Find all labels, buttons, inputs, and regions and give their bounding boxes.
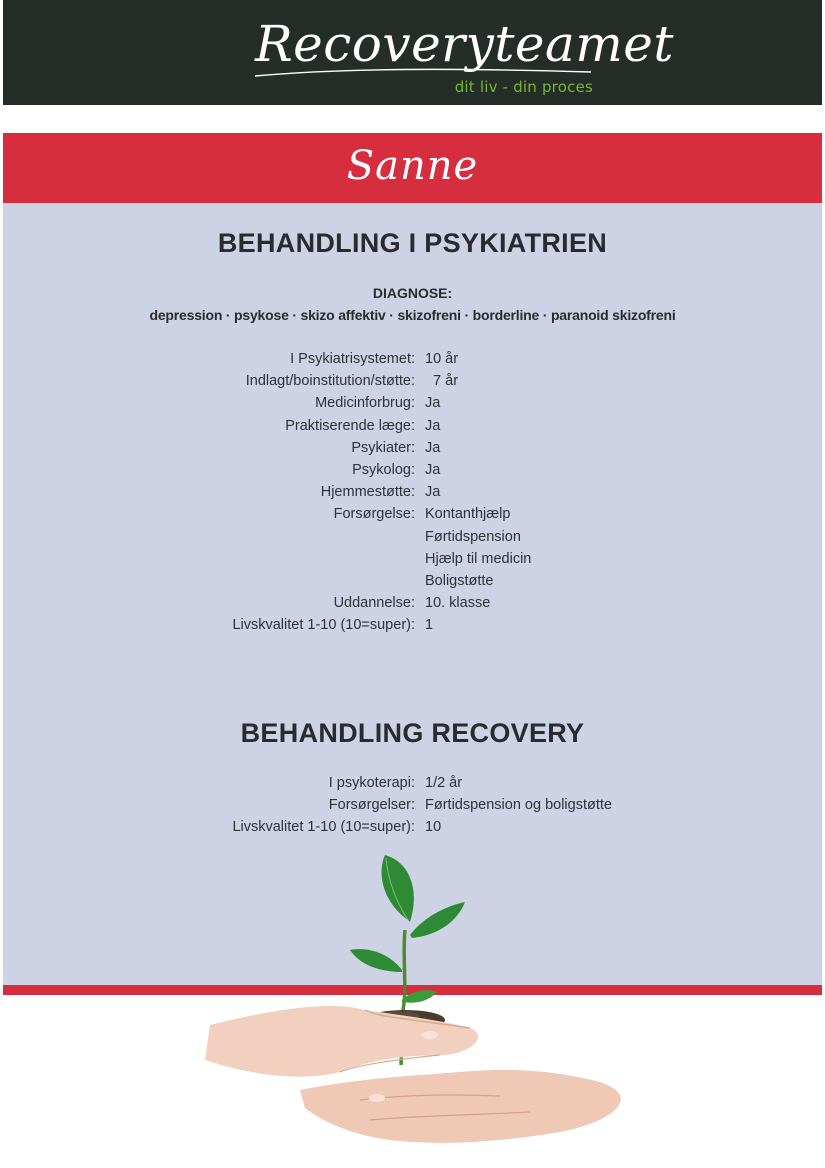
recovery-facts [0, 775, 825, 842]
seedling-in-hands-illustration [0, 850, 825, 1168]
fact-key: Medicinforbrug: [315, 395, 415, 412]
fact-key: Forsørgelse: [333, 506, 415, 523]
name-banner [3, 133, 822, 203]
fact-key: Forsørgelser: [328, 797, 415, 814]
person-name: Sanne [346, 143, 479, 189]
fact-value: Ja [425, 417, 441, 434]
fact-value: Kontanthjælp [425, 506, 511, 523]
fact-value: Førtidspension og boligstøtte [425, 797, 612, 814]
fact-key: Praktiserende læge: [285, 417, 415, 434]
fact-row [0, 617, 825, 639]
diagnosis-list: depression · psykose · skizo affektiv · skizofreni · borderline · paranoid skizofreni [149, 307, 676, 323]
fact-key: Indlagt/boinstitution/støtte: [245, 373, 415, 390]
fact-row [0, 395, 825, 417]
fact-value: Ja [425, 395, 441, 412]
brand-header [3, 0, 822, 105]
fact-value: 1/2 år [425, 775, 463, 791]
fact-value: Ja [425, 484, 441, 501]
fact-key: Psykiater: [351, 439, 415, 456]
fact-row [0, 506, 825, 528]
fact-value: Boligstøtte [425, 572, 494, 589]
brand-tagline: dit liv - din proces [454, 78, 593, 96]
fact-row [0, 484, 825, 506]
fact-row [0, 529, 825, 551]
fact-key: Psykolog: [352, 461, 415, 478]
fact-value: 1 [425, 617, 434, 634]
fact-row [0, 573, 825, 595]
fact-row [0, 819, 825, 841]
fact-row [0, 440, 825, 462]
fact-value: 10 år [425, 351, 459, 367]
fact-value: Hjælp til medicin [425, 550, 532, 567]
fact-row [0, 595, 825, 617]
fact-row [0, 462, 825, 484]
diagnosis-label: DIAGNOSE: [372, 285, 453, 301]
fact-key: I psykoterapi: [328, 775, 415, 791]
fact-key: Hjemmestøtte: [320, 484, 415, 501]
recovery-title: BEHANDLING RECOVERY [240, 718, 585, 748]
brand-logo-wordmark: Recoveryteamet [255, 15, 674, 73]
fact-value: Ja [425, 461, 441, 478]
fact-value: Ja [425, 439, 441, 456]
fact-value: 10 [425, 819, 442, 836]
fact-row [0, 373, 825, 395]
fact-key: Uddannelse: [333, 595, 415, 612]
fact-key: Livskvalitet 1-10 (10=super): [232, 617, 415, 634]
fact-row [0, 351, 825, 373]
fact-value: 7 år [425, 373, 459, 390]
fact-value: 10. klasse [425, 595, 491, 612]
fact-row [0, 418, 825, 440]
fact-value: Førtidspension [425, 528, 521, 545]
fact-row [0, 551, 825, 573]
psychiatry-facts [0, 351, 825, 639]
fact-row [0, 797, 825, 819]
psychiatry-title: BEHANDLING I PSYKIATRIEN [217, 228, 608, 258]
fact-key: I Psykiatrisystemet: [290, 351, 415, 367]
fact-key: Livskvalitet 1-10 (10=super): [232, 819, 415, 836]
fact-row [0, 775, 825, 797]
